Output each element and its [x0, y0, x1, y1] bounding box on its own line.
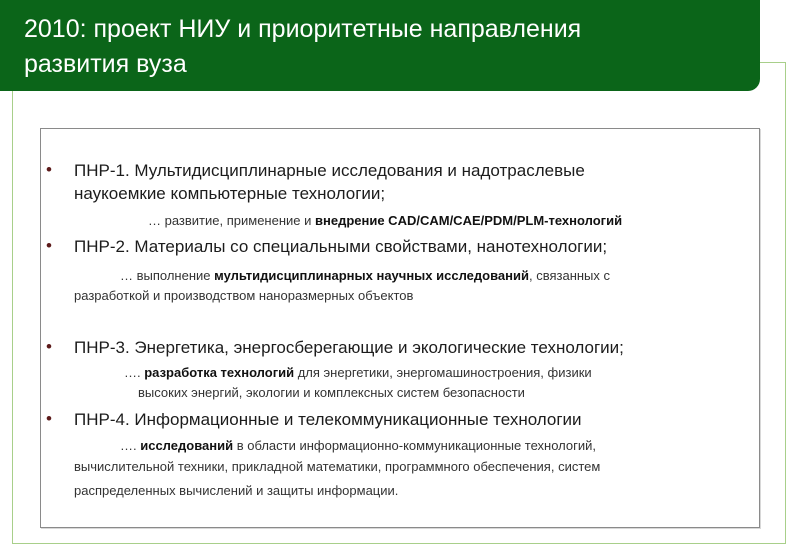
bullet-icon: • — [46, 409, 52, 428]
pnr2-title: ПНР-2. Материалы со специальными свойствами, нанотехнологии; — [74, 237, 608, 256]
pnr3-detail-prefix: …. — [124, 365, 145, 380]
bullet-icon: • — [46, 160, 52, 179]
pnr2-detail-bold: мультидисциплинарных научных исследований — [214, 268, 529, 283]
slide-title-line-2: развития вуза — [24, 50, 187, 78]
pnr4-detail-line-1 — [120, 437, 596, 455]
pnr2-detail-line-1 — [120, 267, 610, 285]
slide-title — [24, 12, 744, 82]
pnr3-detail-bold: разработка технологий — [144, 365, 295, 380]
pnr1-title-line-1: ПНР-1. Мультидисциплинарные исследования и надотраслевые — [74, 161, 585, 180]
pnr4-detail-prefix: …. — [120, 438, 141, 453]
pnr4-detail-line-3: распределенных вычислений и защиты информации. — [74, 483, 399, 498]
pnr1-title-line-2: наукоемкие компьютерные технологии; — [74, 184, 386, 203]
pnr3-detail-suffix: для энергетики, энергомашиностроения, физики — [294, 365, 592, 380]
pnr1-detail — [148, 212, 622, 230]
pnr3-title: ПНР-3. Энергетика, энергосберегающие и экологические технологии; — [74, 338, 624, 357]
pnr4-detail-suffix: в области информационно-коммуникационные технологий, — [233, 438, 597, 453]
pnr2-detail-suffix: , связанных с — [528, 268, 611, 283]
pnr1-detail-prefix: … развитие, применение и — [148, 213, 315, 228]
pnr1-detail-bold: внедрение CAD/CAM/CAE/PDM/PLM-технологий — [315, 213, 623, 228]
pnr2-detail-line-2: разработкой и производством наноразмерных объектов — [74, 288, 414, 303]
pnr3-detail-line-1 — [124, 364, 592, 382]
pnr3-detail-line-2: высоких энергий, экологии и комплексных систем безопасности — [138, 385, 525, 400]
bullet-icon: • — [46, 337, 52, 356]
bullet-icon: • — [46, 236, 52, 255]
pnr4-detail-line-2: вычислительной техники, прикладной математики, программного обеспечения, систем — [74, 459, 601, 474]
pnr4-detail-bold: исследований — [140, 438, 234, 453]
pnr2-detail-prefix: … выполнение — [120, 268, 215, 283]
slide-title-line-1: 2010: проект НИУ и приоритетные направления — [24, 15, 582, 43]
title-bar — [0, 0, 760, 91]
pnr4-title: ПНР-4. Информационные и телекоммуникационные технологии — [74, 410, 582, 429]
